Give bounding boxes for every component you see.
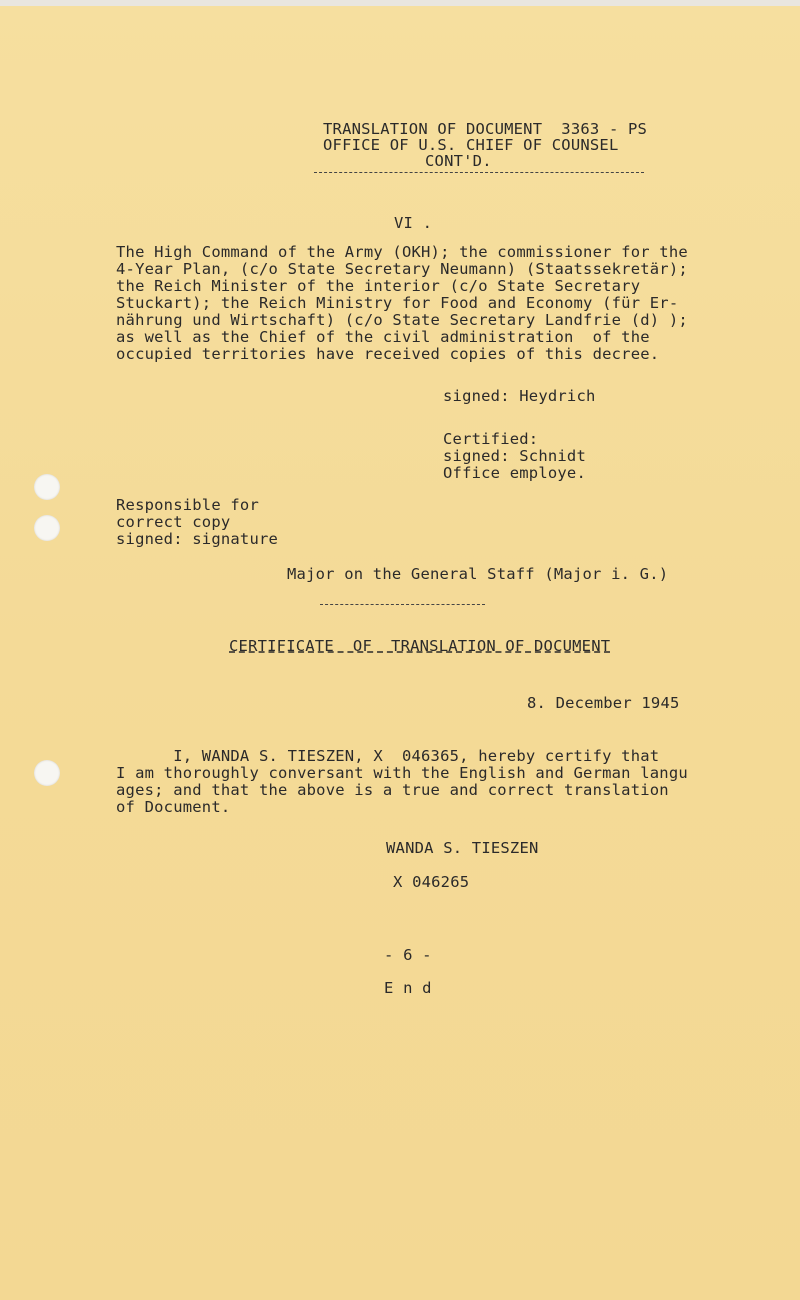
header-line-1: TRANSLATION OF DOCUMENT 3363 - PS (323, 120, 648, 138)
page-top-edge (0, 0, 800, 6)
signed-heydrich: signed: Heydrich (443, 387, 596, 405)
cert-line-1: I, WANDA S. TIESZEN, X 046365, hereby certify that (116, 747, 660, 765)
body-line-7: occupied territories have received copies of this decree. (116, 345, 660, 363)
responsible-line-1: Responsible for (116, 496, 259, 514)
certified-label: Certified: (443, 430, 539, 448)
cert-line-4: of Document. (116, 798, 231, 816)
body-line-3: the Reich Minister of the interior (c/o State Secretary (116, 277, 641, 295)
header-rule (314, 172, 644, 173)
body-line-1: The High Command of the Army (OKH); the commissioner for the (116, 243, 688, 261)
body-line-5: nährung und Wirtschaft) (c/o State Secretary Landfrie (d) ); (116, 311, 688, 329)
certified-office: Office employe. (443, 464, 586, 482)
body-line-6: as well as the Chief of the civil administration of the (116, 328, 650, 346)
translator-name: WANDA S. TIESZEN (386, 839, 539, 857)
section-number: VI . (394, 214, 433, 232)
header-line-3: CONT'D. (425, 152, 492, 170)
cert-line-2: I am thoroughly conversant with the English and German langu (116, 764, 688, 782)
end-mark: E n d (384, 979, 432, 997)
certificate-title: CERTIFICATE OF TRANSLATION OF DOCUMENT (229, 637, 611, 655)
punch-hole-bottom (34, 760, 60, 786)
cert-line-3: ages; and that the above is a true and correct translation (116, 781, 669, 799)
punch-hole-middle (34, 515, 60, 541)
translator-id: X 046265 (393, 873, 470, 891)
page-number: - 6 - (384, 946, 432, 964)
body-line-4: Stuckart); the Reich Ministry for Food and Economy (für Er- (116, 294, 679, 312)
body-line-2: 4-Year Plan, (c/o State Secretary Neumann) (Staatssekretär); (116, 260, 688, 278)
certified-signed: signed: Schnidt (443, 447, 586, 465)
major-line: Major on the General Staff (Major i. G.) (287, 565, 669, 583)
certificate-date: 8. December 1945 (527, 694, 680, 712)
section-divider (320, 604, 485, 605)
header-line-2: OFFICE OF U.S. CHIEF OF COUNSEL (323, 136, 619, 154)
punch-hole-top (34, 474, 60, 500)
responsible-line-2: correct copy (116, 513, 231, 531)
responsible-line-3: signed: signature (116, 530, 279, 548)
